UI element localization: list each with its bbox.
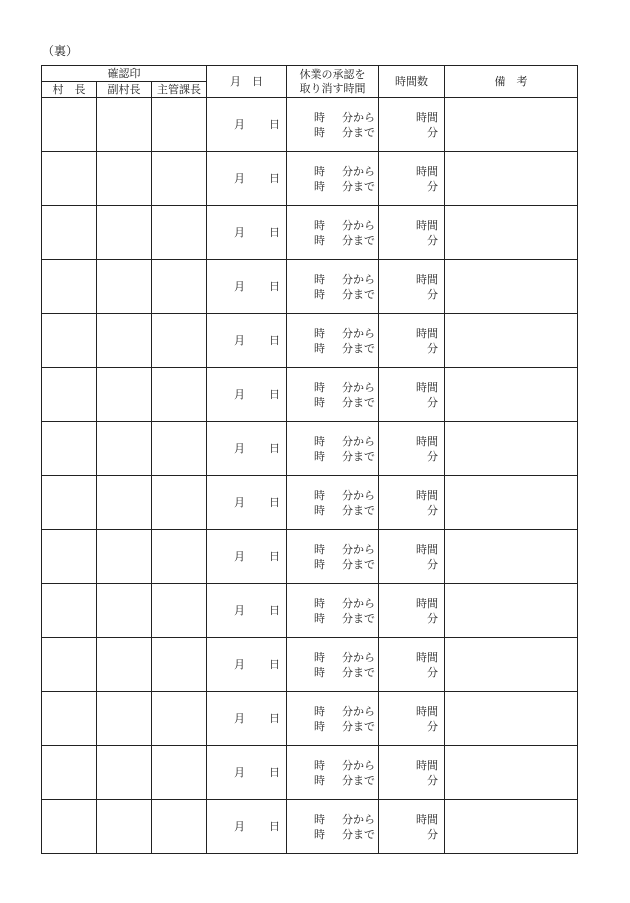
village-head-header: 村 長: [42, 82, 97, 98]
date-cell[interactable]: [207, 314, 287, 368]
date-cell[interactable]: [207, 584, 287, 638]
minutes-unit-label: 分: [427, 287, 439, 301]
month-label: 月: [234, 657, 246, 671]
village-head-seal-cell[interactable]: [42, 530, 97, 584]
hour-label: 時: [314, 812, 326, 826]
time-from-line: [287, 434, 378, 449]
hour-label: 時: [314, 773, 326, 787]
time-until-line: [287, 665, 378, 680]
hours-unit-label: 時間: [416, 758, 439, 772]
cancel-time-cell[interactable]: [287, 152, 379, 206]
hour-label: 時: [314, 557, 326, 571]
record-row: [42, 314, 578, 368]
village-head-seal-cell[interactable]: [42, 314, 97, 368]
minutes-unit-label: 分: [427, 503, 439, 517]
cancel-time-cell[interactable]: [287, 368, 379, 422]
remarks-cell[interactable]: [445, 260, 578, 314]
hours-cell[interactable]: [379, 800, 445, 854]
cancel-time-cell[interactable]: [287, 206, 379, 260]
hour-label: 時: [314, 218, 326, 232]
time-until-line: [287, 557, 378, 572]
deputy-village-head-seal-cell[interactable]: [97, 422, 152, 476]
cancel-time-cell[interactable]: [287, 584, 379, 638]
month-label: 月: [234, 441, 246, 455]
hours-unit-label: 時間: [416, 434, 439, 448]
record-row: [42, 692, 578, 746]
hours-unit-label: 時間: [416, 488, 439, 502]
remarks-cell[interactable]: [445, 206, 578, 260]
time-from-line: [287, 380, 378, 395]
record-row: [42, 638, 578, 692]
from-label: 分から: [342, 218, 376, 232]
deputy-village-head-seal-cell[interactable]: [97, 692, 152, 746]
time-from-line: [287, 218, 378, 233]
minutes-unit-label: 分: [427, 341, 439, 355]
month-label: 月: [234, 333, 246, 347]
hours-unit-label: 時間: [416, 164, 439, 178]
hours-cell[interactable]: [379, 98, 445, 152]
deputy-village-head-seal-cell[interactable]: [97, 530, 152, 584]
hour-label: 時: [314, 758, 326, 772]
month-label: 月: [234, 279, 246, 293]
cancel-time-header-line2: 取り消す時間: [299, 81, 366, 95]
cancel-time-cell[interactable]: [287, 476, 379, 530]
hours-cell[interactable]: [379, 584, 445, 638]
village-head-seal-cell[interactable]: [42, 800, 97, 854]
chief-section-head-seal-cell[interactable]: [152, 206, 207, 260]
hours-unit-label: 時間: [416, 272, 439, 286]
month-label: 月: [234, 495, 246, 509]
date-cell[interactable]: [207, 206, 287, 260]
village-head-seal-cell[interactable]: [42, 638, 97, 692]
minutes-unit-label: 分: [427, 611, 439, 625]
village-head-seal-cell[interactable]: [42, 422, 97, 476]
village-head-seal-cell[interactable]: [42, 476, 97, 530]
from-label: 分から: [342, 650, 376, 664]
from-label: 分から: [342, 326, 376, 340]
chief-section-head-header: 主管課長: [152, 82, 207, 98]
cancel-time-header: [287, 66, 379, 98]
hour-label: 時: [314, 287, 326, 301]
remarks-cell[interactable]: [445, 692, 578, 746]
day-label: 日: [269, 117, 281, 131]
hours-unit-label: 時間: [416, 542, 439, 556]
date-header: 月 日: [207, 66, 287, 98]
confirm-seal-header: 確認印: [42, 66, 207, 82]
hours-cell[interactable]: [379, 692, 445, 746]
village-head-seal-cell[interactable]: [42, 98, 97, 152]
deputy-village-head-seal-cell[interactable]: [97, 476, 152, 530]
hour-label: 時: [314, 611, 326, 625]
remarks-cell[interactable]: [445, 368, 578, 422]
cancel-time-cell[interactable]: [287, 314, 379, 368]
hour-label: 時: [314, 503, 326, 517]
chief-section-head-seal-cell[interactable]: [152, 98, 207, 152]
time-until-line: [287, 773, 378, 788]
time-until-line: [287, 179, 378, 194]
minutes-unit-label: 分: [427, 395, 439, 409]
record-row: [42, 98, 578, 152]
day-label: 日: [269, 441, 281, 455]
record-row: [42, 260, 578, 314]
minutes-unit-label: 分: [427, 719, 439, 733]
village-head-seal-cell[interactable]: [42, 584, 97, 638]
chief-section-head-seal-cell[interactable]: [152, 746, 207, 800]
hours-cell[interactable]: [379, 476, 445, 530]
time-until-line: [287, 395, 378, 410]
day-label: 日: [269, 657, 281, 671]
minutes-unit-label: 分: [427, 233, 439, 247]
remarks-cell[interactable]: [445, 530, 578, 584]
hour-label: 時: [314, 719, 326, 733]
hours-unit-label: 時間: [416, 326, 439, 340]
village-head-seal-cell[interactable]: [42, 206, 97, 260]
until-label: 分まで: [342, 125, 376, 139]
hours-unit-label: 時間: [416, 650, 439, 664]
from-label: 分から: [342, 488, 376, 502]
village-head-seal-cell[interactable]: [42, 746, 97, 800]
date-cell[interactable]: [207, 638, 287, 692]
village-head-seal-cell[interactable]: [42, 368, 97, 422]
record-row: [42, 584, 578, 638]
time-until-line: [287, 449, 378, 464]
hour-label: 時: [314, 164, 326, 178]
cancel-time-cell[interactable]: [287, 530, 379, 584]
hours-unit-label: 時間: [416, 218, 439, 232]
deputy-village-head-seal-cell[interactable]: [97, 152, 152, 206]
hour-label: 時: [314, 380, 326, 394]
date-cell[interactable]: [207, 260, 287, 314]
remarks-cell[interactable]: [445, 422, 578, 476]
record-row: [42, 152, 578, 206]
hour-label: 時: [314, 650, 326, 664]
cancel-time-cell[interactable]: [287, 692, 379, 746]
record-row: [42, 746, 578, 800]
deputy-village-head-seal-cell[interactable]: [97, 746, 152, 800]
chief-section-head-seal-cell[interactable]: [152, 314, 207, 368]
remarks-cell[interactable]: [445, 476, 578, 530]
until-label: 分まで: [342, 827, 376, 841]
day-label: 日: [269, 603, 281, 617]
time-from-line: [287, 488, 378, 503]
record-row: [42, 530, 578, 584]
date-cell[interactable]: [207, 422, 287, 476]
minutes-unit-label: 分: [427, 557, 439, 571]
from-label: 分から: [342, 380, 376, 394]
hour-label: 時: [314, 110, 326, 124]
date-cell[interactable]: [207, 746, 287, 800]
hours-cell[interactable]: [379, 152, 445, 206]
month-label: 月: [234, 117, 246, 131]
until-label: 分まで: [342, 449, 376, 463]
village-head-seal-cell[interactable]: [42, 260, 97, 314]
chief-section-head-seal-cell[interactable]: [152, 530, 207, 584]
remarks-cell[interactable]: [445, 638, 578, 692]
cancel-time-cell[interactable]: [287, 260, 379, 314]
from-label: 分から: [342, 596, 376, 610]
chief-section-head-seal-cell[interactable]: [152, 422, 207, 476]
hours-cell[interactable]: [379, 314, 445, 368]
hours-unit-label: 時間: [416, 812, 439, 826]
date-cell[interactable]: [207, 692, 287, 746]
cancellation-record-table: [41, 65, 578, 854]
hours-cell[interactable]: [379, 422, 445, 476]
time-until-line: [287, 611, 378, 626]
month-label: 月: [234, 387, 246, 401]
hour-label: 時: [314, 542, 326, 556]
date-cell[interactable]: [207, 98, 287, 152]
time-until-line: [287, 287, 378, 302]
date-cell[interactable]: [207, 152, 287, 206]
time-until-line: [287, 233, 378, 248]
hour-label: 時: [314, 596, 326, 610]
deputy-village-head-header: 副村長: [97, 82, 152, 98]
hour-label: 時: [314, 434, 326, 448]
minutes-unit-label: 分: [427, 449, 439, 463]
time-until-line: [287, 719, 378, 734]
cancel-time-cell[interactable]: [287, 800, 379, 854]
day-label: 日: [269, 765, 281, 779]
chief-section-head-seal-cell[interactable]: [152, 692, 207, 746]
time-until-line: [287, 503, 378, 518]
time-from-line: [287, 596, 378, 611]
hours-unit-label: 時間: [416, 704, 439, 718]
deputy-village-head-seal-cell[interactable]: [97, 638, 152, 692]
hour-label: 時: [314, 125, 326, 139]
chief-section-head-seal-cell[interactable]: [152, 368, 207, 422]
deputy-village-head-seal-cell[interactable]: [97, 98, 152, 152]
minutes-unit-label: 分: [427, 827, 439, 841]
record-row: [42, 800, 578, 854]
deputy-village-head-seal-cell[interactable]: [97, 260, 152, 314]
from-label: 分から: [342, 110, 376, 124]
cancel-time-cell[interactable]: [287, 98, 379, 152]
village-head-seal-cell[interactable]: [42, 152, 97, 206]
hours-cell[interactable]: [379, 746, 445, 800]
date-cell[interactable]: [207, 800, 287, 854]
hour-label: 時: [314, 272, 326, 286]
date-cell[interactable]: [207, 368, 287, 422]
record-row: [42, 476, 578, 530]
day-label: 日: [269, 711, 281, 725]
remarks-cell[interactable]: [445, 152, 578, 206]
hour-label: 時: [314, 233, 326, 247]
cancel-time-cell[interactable]: [287, 746, 379, 800]
time-until-line: [287, 125, 378, 140]
deputy-village-head-seal-cell[interactable]: [97, 800, 152, 854]
hours-unit-label: 時間: [416, 380, 439, 394]
hours-unit-label: 時間: [416, 596, 439, 610]
month-label: 月: [234, 711, 246, 725]
until-label: 分まで: [342, 179, 376, 193]
chief-section-head-seal-cell[interactable]: [152, 476, 207, 530]
cancel-time-cell[interactable]: [287, 638, 379, 692]
record-rows: [42, 98, 578, 854]
month-label: 月: [234, 819, 246, 833]
remarks-cell[interactable]: [445, 98, 578, 152]
minutes-unit-label: 分: [427, 125, 439, 139]
hour-label: 時: [314, 827, 326, 841]
time-until-line: [287, 827, 378, 842]
from-label: 分から: [342, 434, 376, 448]
hours-cell[interactable]: [379, 368, 445, 422]
time-until-line: [287, 341, 378, 356]
until-label: 分まで: [342, 287, 376, 301]
remarks-cell[interactable]: [445, 746, 578, 800]
day-label: 日: [269, 171, 281, 185]
chief-section-head-seal-cell[interactable]: [152, 260, 207, 314]
village-head-seal-cell[interactable]: [42, 692, 97, 746]
day-label: 日: [269, 387, 281, 401]
time-from-line: [287, 110, 378, 125]
day-label: 日: [269, 225, 281, 239]
until-label: 分まで: [342, 611, 376, 625]
until-label: 分まで: [342, 557, 376, 571]
page-label: （裏）: [42, 44, 79, 58]
hours-header: 時間数: [379, 66, 445, 98]
date-cell[interactable]: [207, 530, 287, 584]
time-from-line: [287, 326, 378, 341]
day-label: 日: [269, 279, 281, 293]
until-label: 分まで: [342, 665, 376, 679]
record-row: [42, 368, 578, 422]
hour-label: 時: [314, 665, 326, 679]
hour-label: 時: [314, 488, 326, 502]
hours-cell[interactable]: [379, 530, 445, 584]
hour-label: 時: [314, 449, 326, 463]
until-label: 分まで: [342, 503, 376, 517]
chief-section-head-seal-cell[interactable]: [152, 638, 207, 692]
hours-cell[interactable]: [379, 260, 445, 314]
time-from-line: [287, 812, 378, 827]
hour-label: 時: [314, 179, 326, 193]
remarks-cell[interactable]: [445, 314, 578, 368]
hour-label: 時: [314, 704, 326, 718]
time-from-line: [287, 164, 378, 179]
cancel-time-cell[interactable]: [287, 422, 379, 476]
hours-unit-label: 時間: [416, 110, 439, 124]
hour-label: 時: [314, 326, 326, 340]
time-from-line: [287, 758, 378, 773]
cancel-time-header-line1: 休業の承認を: [299, 67, 366, 81]
deputy-village-head-seal-cell[interactable]: [97, 584, 152, 638]
until-label: 分まで: [342, 395, 376, 409]
month-label: 月: [234, 603, 246, 617]
until-label: 分まで: [342, 341, 376, 355]
hour-label: 時: [314, 341, 326, 355]
hours-cell[interactable]: [379, 638, 445, 692]
day-label: 日: [269, 333, 281, 347]
until-label: 分まで: [342, 773, 376, 787]
remarks-cell[interactable]: [445, 800, 578, 854]
minutes-unit-label: 分: [427, 773, 439, 787]
from-label: 分から: [342, 812, 376, 826]
day-label: 日: [269, 495, 281, 509]
chief-section-head-seal-cell[interactable]: [152, 152, 207, 206]
remarks-header: 備 考: [445, 66, 578, 98]
record-row: [42, 206, 578, 260]
time-from-line: [287, 704, 378, 719]
from-label: 分から: [342, 272, 376, 286]
hours-cell[interactable]: [379, 206, 445, 260]
minutes-unit-label: 分: [427, 665, 439, 679]
month-label: 月: [234, 171, 246, 185]
hour-label: 時: [314, 395, 326, 409]
from-label: 分から: [342, 704, 376, 718]
month-label: 月: [234, 549, 246, 563]
time-from-line: [287, 542, 378, 557]
from-label: 分から: [342, 758, 376, 772]
month-label: 月: [234, 765, 246, 779]
month-label: 月: [234, 225, 246, 239]
chief-section-head-seal-cell[interactable]: [152, 584, 207, 638]
deputy-village-head-seal-cell[interactable]: [97, 314, 152, 368]
time-from-line: [287, 650, 378, 665]
chief-section-head-seal-cell[interactable]: [152, 800, 207, 854]
time-from-line: [287, 272, 378, 287]
day-label: 日: [269, 549, 281, 563]
deputy-village-head-seal-cell[interactable]: [97, 206, 152, 260]
record-row: [42, 422, 578, 476]
date-cell[interactable]: [207, 476, 287, 530]
remarks-cell[interactable]: [445, 584, 578, 638]
minutes-unit-label: 分: [427, 179, 439, 193]
until-label: 分まで: [342, 719, 376, 733]
from-label: 分から: [342, 164, 376, 178]
day-label: 日: [269, 819, 281, 833]
until-label: 分まで: [342, 233, 376, 247]
from-label: 分から: [342, 542, 376, 556]
deputy-village-head-seal-cell[interactable]: [97, 368, 152, 422]
